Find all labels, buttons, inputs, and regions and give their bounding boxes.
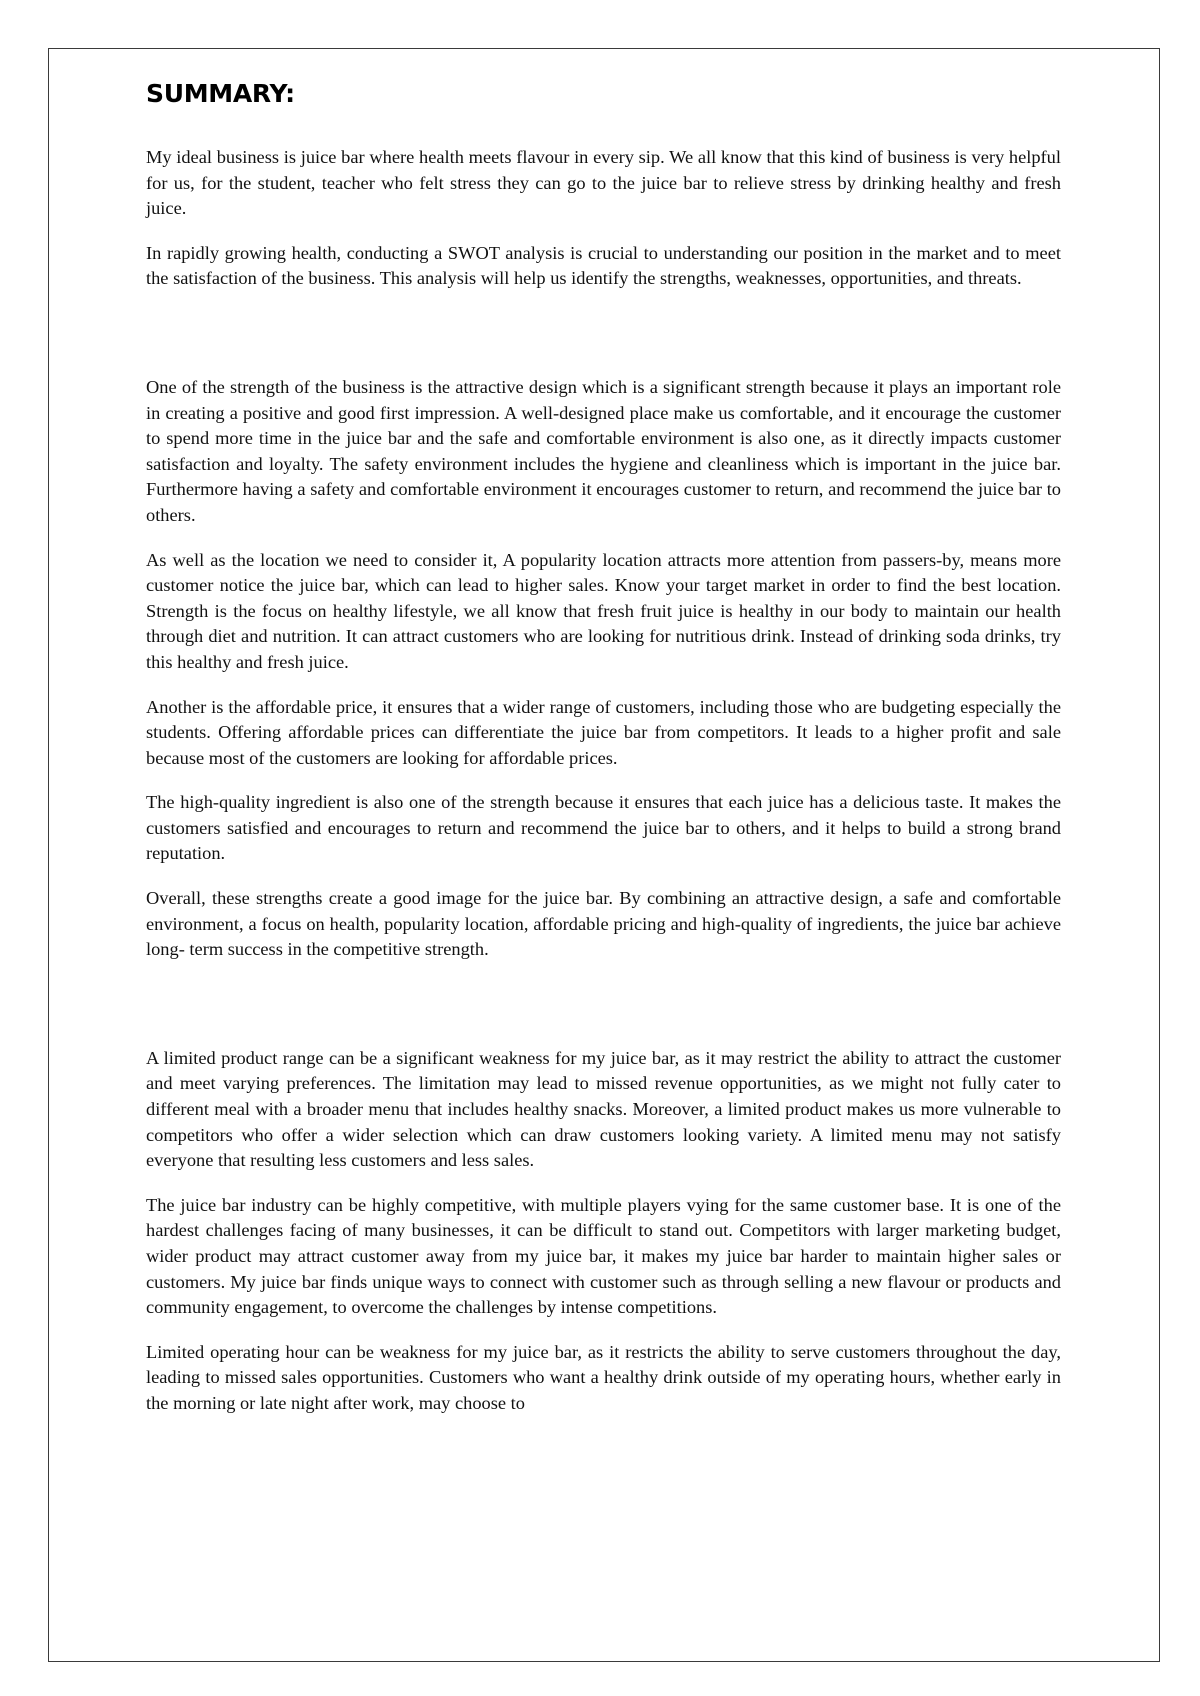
- paragraph-swot-intro: In rapidly growing health, conducting a SWOT analysis is crucial to understanding our position in the market and to meet the satisfaction of the business. This analysis will help us identify the strengths, weaknesses, opportunities, and threats.: [146, 242, 1061, 289]
- paragraph-weakness-range: A limited product range can be a significant weakness for my juice bar, as it may restrict the ability to attract the customer and meet varying preferences. The limitation may lead to missed revenue opportunities, as we might not fully cater to different meal with a broader menu that includes healthy snacks. Moreover, a limited product makes us more vulnerable to competitors who offer a wider selection which can draw customers looking variety. A limited menu may not satisfy everyone that resulting less customers and less sales.: [146, 1047, 1061, 1171]
- paragraph-weakness-hours: Limited operating hour can be weakness for my juice bar, as it restricts the ability to serve customers throughout the day, leading to missed sales opportunities. Customers who want a healthy drink outside of my operating hours, whether early in the morning or late night after work, may choose to: [146, 1341, 1061, 1413]
- paragraph-strength-quality: The high-quality ingredient is also one of the strength because it ensures that each juice has a delicious taste. It makes the customers satisfied and encourages to return and recommend the juice bar to others, and it helps to build a strong brand reputation.: [146, 792, 1061, 864]
- document-body: [146, 78, 1061, 1436]
- paragraph-strength-price: Another is the affordable price, it ensures that a wider range of customers, including those who are budgeting especially the students. Offering affordable prices can differentiate the juice bar from competitors. It leads to a higher profit and sale because most of the customers are looking for affordable prices.: [146, 696, 1061, 768]
- section-gap: [146, 311, 1061, 375]
- section-gap: [146, 982, 1061, 1046]
- paragraph-weakness-competition: The juice bar industry can be highly competitive, with multiple players vying for the same customer base. It is one of the hardest challenges facing of many businesses, it can be difficult to stand out. Competitors with larger marketing budget, wider product may attract customer away from my juice bar, it makes my juice bar harder to maintain higher sales or customers. My juice bar finds unique ways to connect with customer such as through selling a new flavour or products and community engagement, to overcome the challenges by intense competitions.: [146, 1194, 1061, 1318]
- page-title: SUMMARY:: [146, 79, 295, 108]
- paragraph-intro: My ideal business is juice bar where health meets flavour in every sip. We all know that this kind of business is very helpful for us, for the student, teacher who felt stress they can go to the juice bar to relieve stress by drinking healthy and fresh juice.: [146, 147, 1061, 219]
- paragraph-strength-design: One of the strength of the business is the attractive design which is a significant strength because it plays an important role in creating a positive and good first impression. A well-designed place make us comfortable, and it encourage the customer to spend more time in the juice bar and the safe and comfortable environment is also one, as it directly impacts customer satisfaction and loyalty. The safety environment includes the hygiene and cleanliness which is important in the juice bar. Furthermore having a safety and comfortable environment it encourages customer to return, and recommend the juice bar to others.: [146, 376, 1061, 525]
- paragraph-strength-location: As well as the location we need to consider it, A popularity location attracts more attention from passers-by, means more customer notice the juice bar, which can lead to higher sales. Know your target market in order to find the best location. Strength is the focus on healthy lifestyle, we all know that fresh fruit juice is healthy in our body to maintain our health through diet and nutrition. It can attract customers who are looking for nutritious drink. Instead of drinking soda drinks, try this healthy and fresh juice.: [146, 549, 1061, 672]
- paragraph-strength-overall: Overall, these strengths create a good image for the juice bar. By combining an attractive design, a safe and comfortable environment, a focus on health, popularity location, affordable pricing and high-quality of ingredients, the juice bar achieve long- term success in the competitive strength.: [146, 888, 1061, 960]
